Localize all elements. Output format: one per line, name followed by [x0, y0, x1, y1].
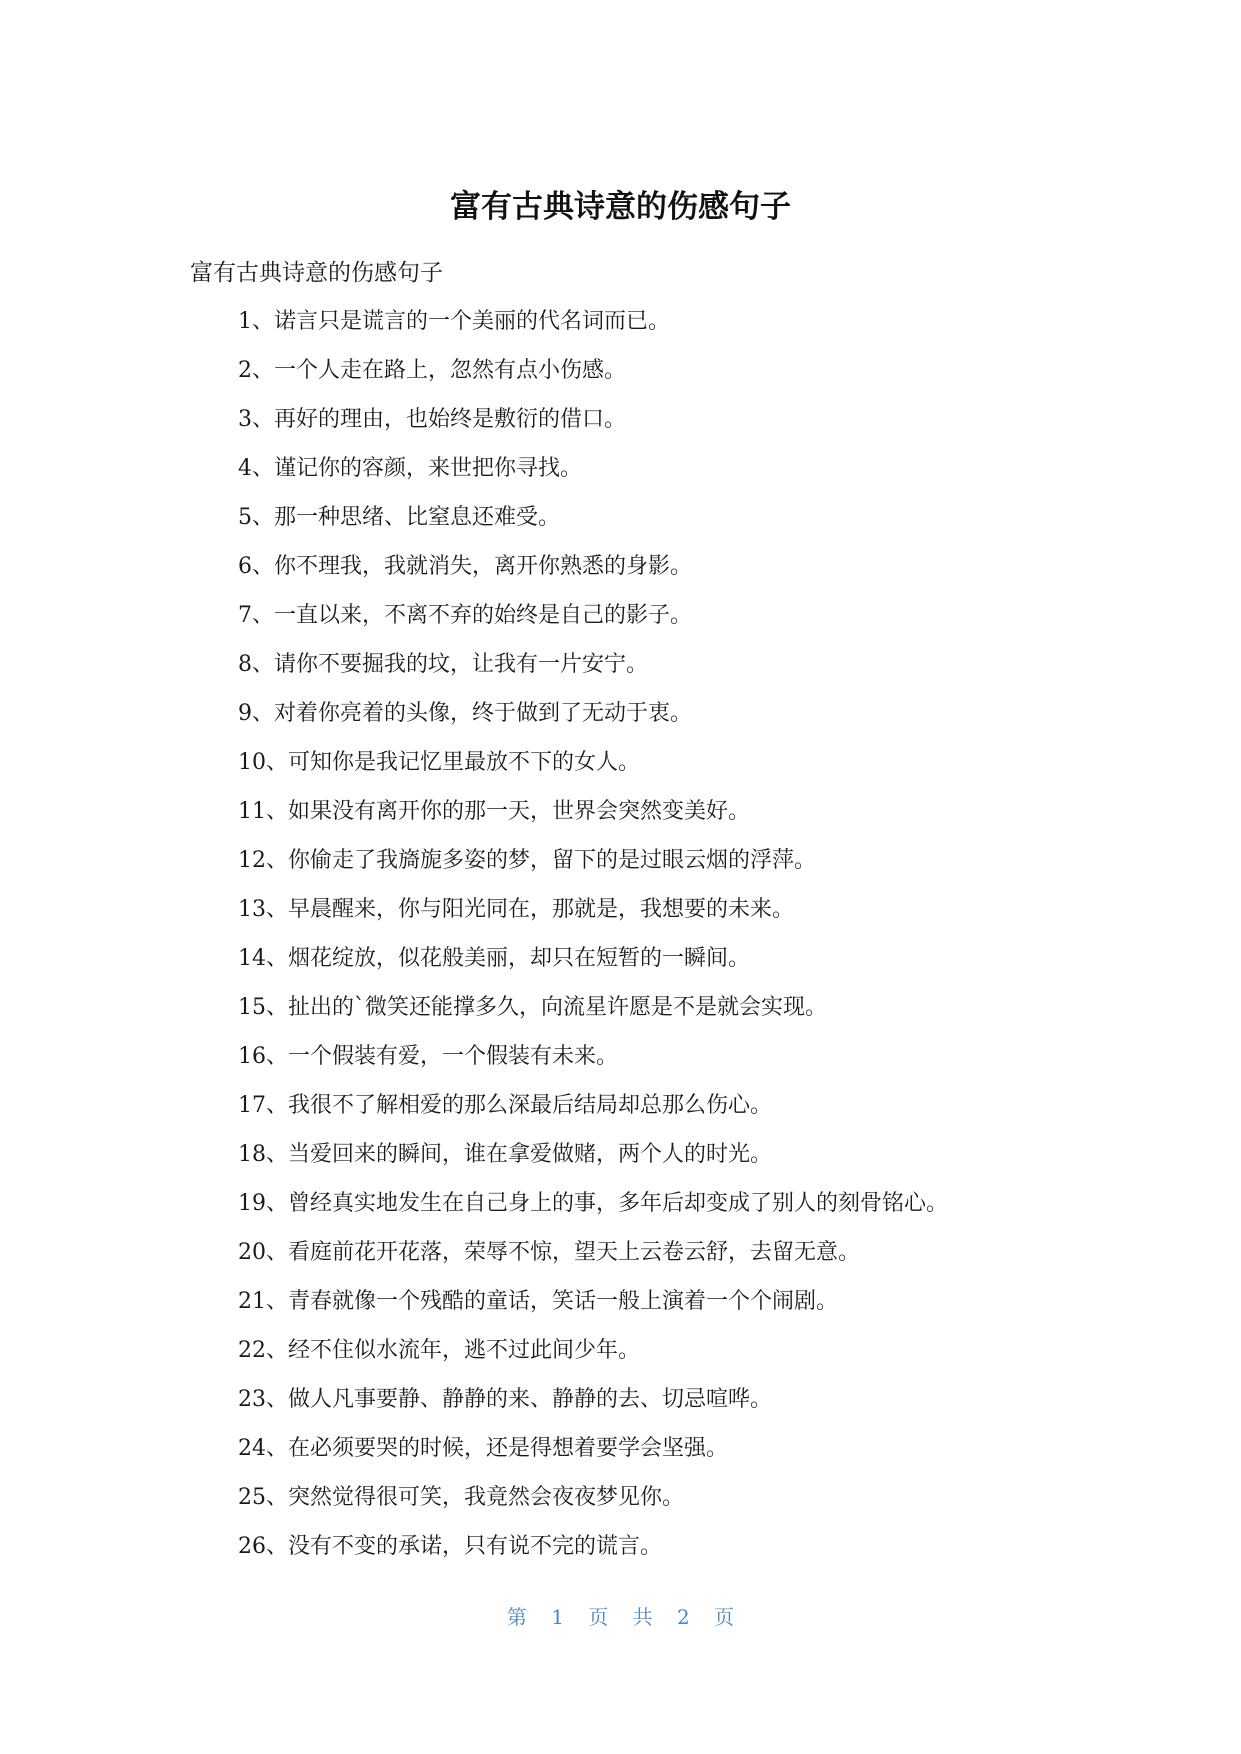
footer-total-pages: 2 [677, 1605, 690, 1629]
list-item: 3、再好的理由，也始终是敷衍的借口。 [238, 407, 626, 432]
list-item: 10、可知你是我记忆里最放不下的女人。 [238, 750, 640, 775]
footer-label-ye-2: 页 [714, 1605, 735, 1629]
list-item: 17、我很不了解相爱的那么深最后结局却总那么伤心。 [238, 1093, 772, 1118]
footer-label-gong: 共 [632, 1605, 653, 1629]
list-item: 25、突然觉得很可笑，我竟然会夜夜梦见你。 [238, 1485, 684, 1510]
list-item: 15、扯出的`微笑还能撑多久，向流星许愿是不是就会实现。 [238, 995, 827, 1020]
list-item: 8、请你不要掘我的坟，让我有一片安宁。 [238, 652, 648, 677]
footer-label-ye: 页 [588, 1605, 609, 1629]
list-item: 16、一个假装有爱，一个假装有未来。 [238, 1044, 618, 1069]
list-item: 11、如果没有离开你的那一天，世界会突然变美好。 [238, 799, 750, 824]
list-item: 24、在必须要哭的时候，还是得想着要学会坚强。 [238, 1436, 728, 1461]
list-item: 13、早晨醒来，你与阳光同在，那就是，我想要的未来。 [238, 897, 794, 922]
list-item: 20、看庭前花开花落，荣辱不惊，望天上云卷云舒，去留无意。 [238, 1240, 860, 1265]
document-subtitle: 富有古典诗意的伤感句子 [190, 260, 443, 286]
page-number-footer [0, 1603, 1241, 1631]
list-item: 23、做人凡事要静、静静的来、静静的去、切忌喧哗。 [238, 1387, 772, 1412]
document-title: 富有古典诗意的伤感句子 [450, 189, 791, 225]
list-item: 4、谨记你的容颜，来世把你寻找。 [238, 456, 582, 481]
list-item: 6、你不理我，我就消失，离开你熟悉的身影。 [238, 554, 692, 579]
list-item: 7、一直以来，不离不弃的始终是自己的影子。 [238, 603, 692, 628]
list-item: 14、烟花绽放，似花般美丽，却只在短暂的一瞬间。 [238, 946, 750, 971]
list-item: 5、那一种思绪、比窒息还难受。 [238, 505, 560, 530]
footer-label-di: 第 [506, 1605, 527, 1629]
list-item: 19、曾经真实地发生在自己身上的事，多年后却变成了别人的刻骨铭心。 [238, 1191, 948, 1216]
list-item: 1、诺言只是谎言的一个美丽的代名词而已。 [238, 309, 670, 334]
list-item: 9、对着你亮着的头像，终于做到了无动于衷。 [238, 701, 692, 726]
footer-current-page: 1 [551, 1605, 564, 1629]
list-item: 2、一个人走在路上，忽然有点小伤感。 [238, 358, 626, 383]
sentence-list [238, 302, 948, 1576]
list-item: 21、青春就像一个残酷的童话，笑话一般上演着一个个闹剧。 [238, 1289, 838, 1314]
list-item: 26、没有不变的承诺，只有说不完的谎言。 [238, 1534, 662, 1559]
list-item: 18、当爱回来的瞬间，谁在拿爱做赌，两个人的时光。 [238, 1142, 772, 1167]
list-item: 22、经不住似水流年，逃不过此间少年。 [238, 1338, 640, 1363]
list-item: 12、你偷走了我旖旎多姿的梦，留下的是过眼云烟的浮萍。 [238, 848, 816, 873]
